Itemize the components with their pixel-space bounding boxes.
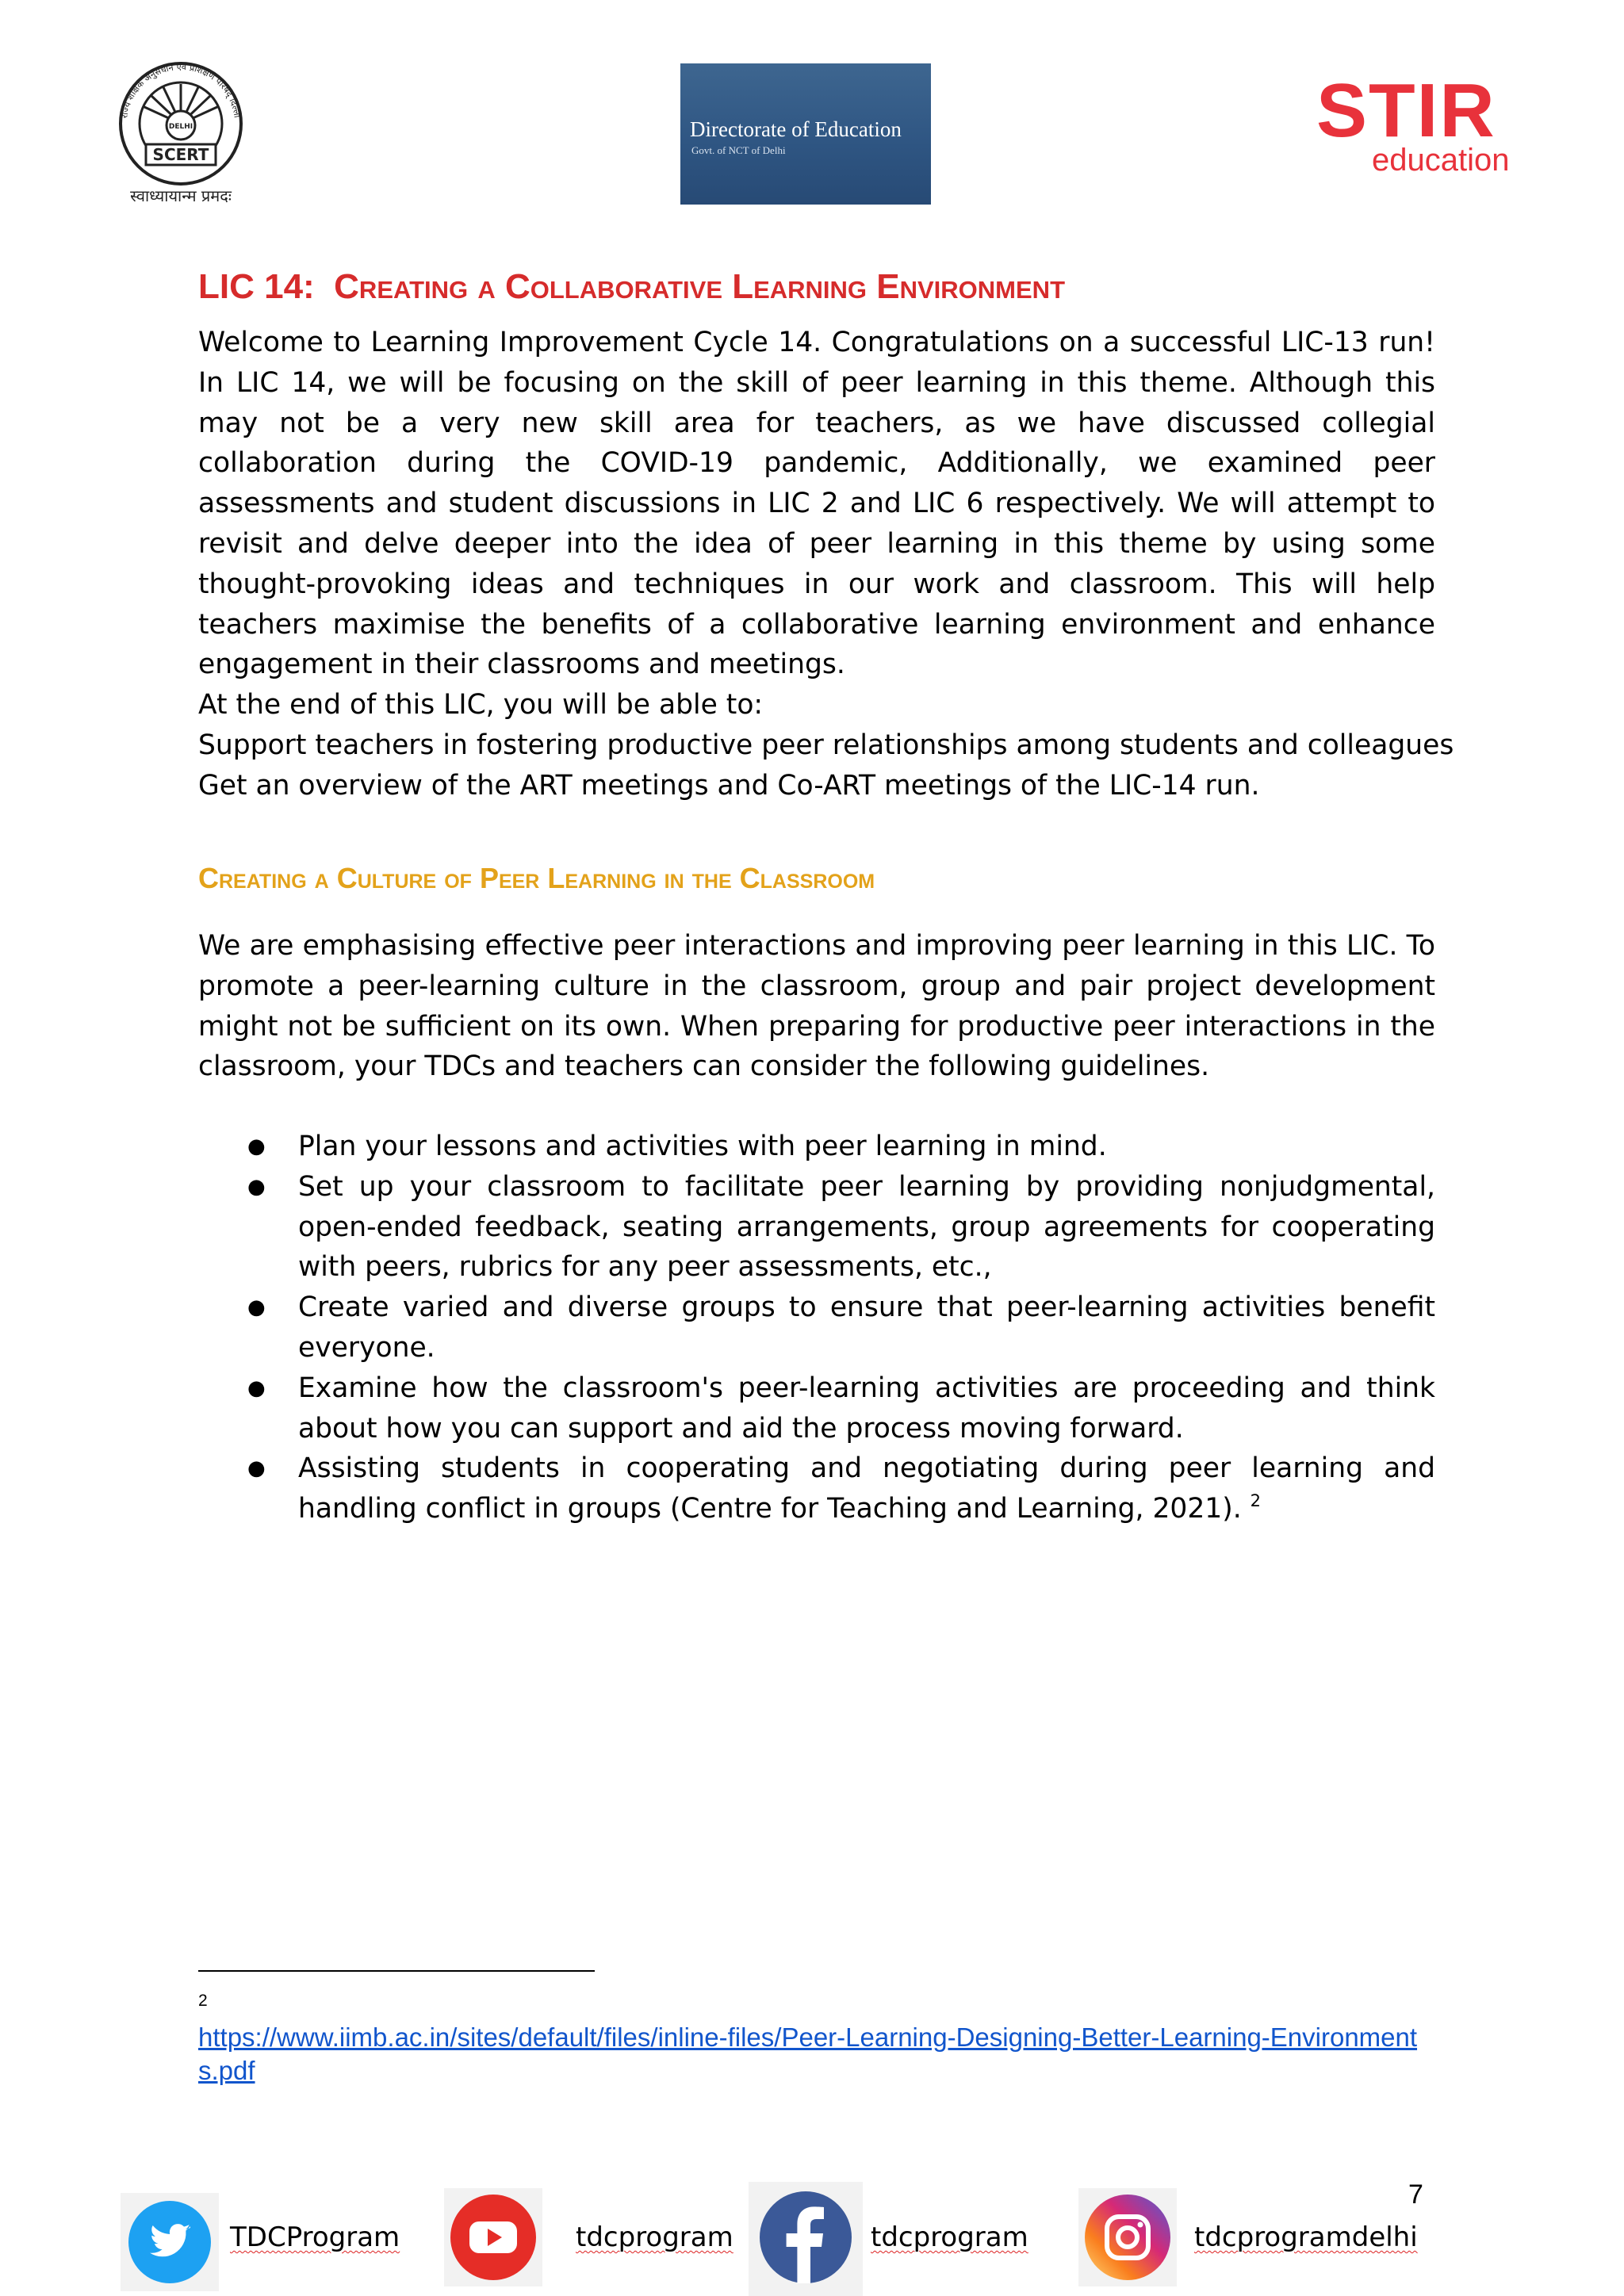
scert-center-text: DELHI (168, 123, 193, 131)
facebook-icon[interactable] (749, 2182, 863, 2296)
footnote-divider (198, 1970, 595, 1972)
objective-item: Get an overview of the ART meetings and Co-ART meetings of the LIC-14 run. (198, 770, 1260, 802)
social-handle-youtube[interactable]: tdcprogram (576, 2221, 733, 2253)
stir-education-logo (1316, 68, 1522, 184)
list-item (198, 1368, 1435, 1449)
social-handle-twitter[interactable]: TDCProgram (230, 2221, 400, 2253)
scert-logo (111, 62, 251, 209)
list-item-text: Set up your classroom to facilitate peer learning by providing nonjudgmental, open-ended feedback, seating arrangements, group agreements for cooperating with peers, rubrics for any peer assessments, etc., (298, 1170, 1435, 1284)
bullet-icon: ● (247, 1456, 266, 1481)
twitter-icon[interactable] (121, 2193, 219, 2291)
list-item-text: Assisting students in cooperating and negotiating during peer learning and handling conflict in groups (Centre for Teaching and Learning, 2021). (298, 1452, 1435, 1525)
footnote-link[interactable]: https://www.iimb.ac.in/sites/default/files/inline-files/Peer-Learning-Designing-Better-Learning-Environments.pdf (198, 2022, 1418, 2085)
scert-emblem-icon (111, 62, 251, 209)
bullet-icon: ● (247, 1376, 266, 1400)
instagram-icon[interactable] (1078, 2188, 1177, 2286)
list-item-text: Create varied and diverse groups to ensure that peer-learning activities benefit everyone. (298, 1292, 1435, 1364)
scert-motto: स्वाध्यायान्म प्रमदः (130, 186, 232, 205)
bullet-icon: ● (247, 1295, 266, 1320)
section-paragraph: We are emphasising effective peer interactions and improving peer learning in this LIC. To promote a peer-learning culture in the classroom, group and pair project development might not be sufficient on its own. When preparing for productive peer interactions in the classroom, your TDCs and teachers can consider the following guidelines. (198, 930, 1435, 1083)
page-title (198, 262, 1435, 312)
scert-ring-text: राज्य शैक्षिक अनुसंधान एवं प्रशिक्षण परिषद् दिल्ली (119, 62, 243, 120)
page-number: 7 (1408, 2179, 1423, 2210)
list-item-text: Plan your lessons and activities with peer learning in mind. (298, 1131, 1107, 1162)
objective-item: Support teachers in fostering productive peer relationships among students and colleagues (198, 729, 1454, 761)
title-prefix: LIC 14: (198, 267, 315, 306)
doe-logo-title: Directorate of Education (690, 117, 902, 141)
scert-label: SCERT (152, 145, 209, 164)
title-text: Creating a Collaborative Learning Environment (334, 267, 1066, 306)
footnote-number: 2 (198, 1992, 208, 2010)
social-handle-facebook[interactable]: tdcprogram (871, 2221, 1028, 2253)
list-item (198, 1127, 1435, 1167)
list-item-text: Examine how the classroom's peer-learning activities are proceeding and think about how you can support and aid the process moving forward. (298, 1372, 1435, 1445)
objectives-intro: At the end of this LIC, you will be able to: (198, 689, 764, 721)
intro-paragraph: Welcome to Learning Improvement Cycle 14. Congratulations on a successful LIC-13 run! In LIC 14, we will be focusing on the skill of peer learning in this theme. Although this may not be a very new skill area for teachers, as we have discussed collegial collaboration during the COVID-19 pandemic, Additionally, we examined peer assessments and student discussions in LIC 2 and LIC 6 respectively. We will attempt to revisit and delve deeper into the idea of peer learning in this theme by using some thought-provoking ideas and techniques in our work and classroom. This will help teachers maximise the benefits of a collaborative learning environment and enhance engagement in their classrooms and meetings. (198, 327, 1435, 681)
youtube-icon[interactable] (444, 2188, 542, 2286)
social-handle-instagram[interactable]: tdcprogramdelhi (1194, 2221, 1418, 2253)
guidelines-list (198, 1127, 1435, 1529)
stir-logo-word: STIR (1316, 68, 1496, 153)
directorate-of-education-logo (680, 63, 931, 205)
list-item (198, 1448, 1435, 1529)
section-heading: Creating a Culture of Peer Learning in the Classroom (198, 862, 875, 894)
bullet-icon: ● (247, 1135, 266, 1158)
bullet-icon: ● (247, 1174, 266, 1199)
stir-logo-sub: education (1372, 143, 1510, 178)
list-item (198, 1288, 1435, 1368)
doe-logo-subtitle: Govt. of NCT of Delhi (691, 144, 786, 156)
list-item (198, 1167, 1435, 1288)
footnote-ref[interactable]: 2 (1250, 1491, 1262, 1511)
